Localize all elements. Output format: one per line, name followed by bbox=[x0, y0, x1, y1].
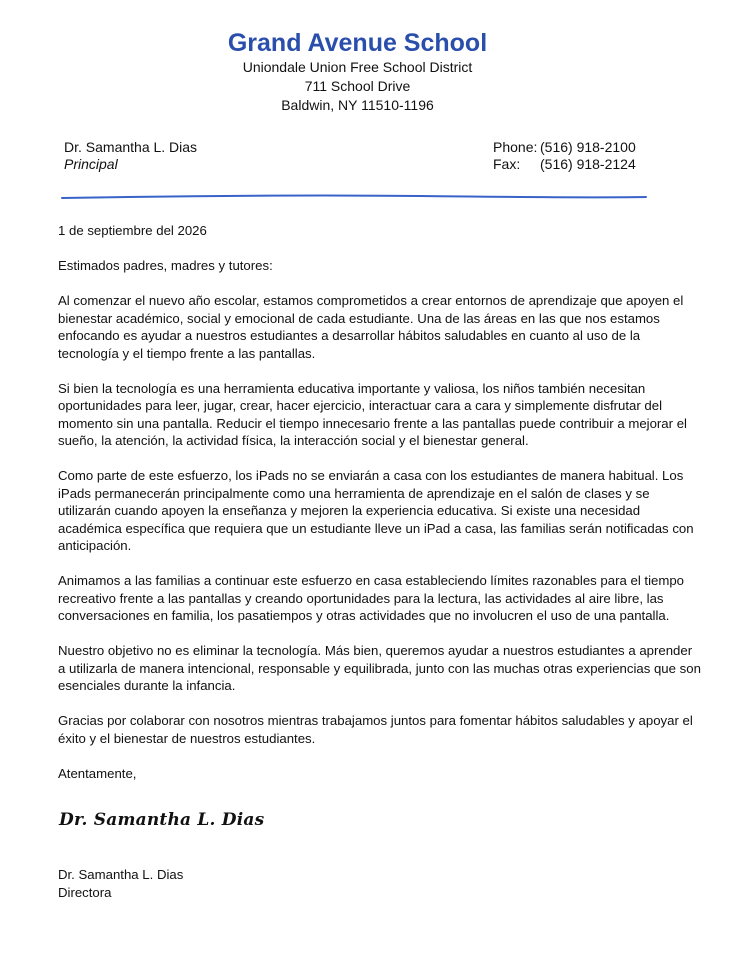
paragraph-thanks: Gracias por colaborar con nosotros mientras trabajamos juntos para fomentar hábitos saludables y apoyar el éxito y el bienestar de nuestros estudiantes. bbox=[58, 713, 693, 746]
letterhead bbox=[0, 28, 715, 115]
district-name: Uniondale Union Free School District bbox=[242, 59, 473, 75]
paragraph-objective: Nuestro objetivo no es eliminar la tecnología. Más bien, queremos ayudar a nuestros estudiantes a aprender a utilizarla de manera intencional, responsable y equilibrada, junto con las muchas otras experiencias que son esenciales durante la infancia. bbox=[58, 643, 701, 693]
fax-row bbox=[493, 156, 636, 173]
paragraph-technology: Si bien la tecnología es una herramienta educativa importante y valiosa, los niños también necesitan oportunidades para leer, jugar, crear, hacer ejercicio, interactuar cara a cara y simplemente disfrutar del momento sin una pantalla. Reducir el tiempo innecesario frente a las pantallas puede contribuir a mejorar el sueño, la atención, la actividad física, la interacción social y el bienestar general. bbox=[58, 380, 687, 448]
paragraph-intro: Al comenzar el nuevo año escolar, estamos comprometidos a crear entornos de aprendizaje que apoyen el bienestar académico, social y emocional de cada estudiante. Una de las áreas en las que nos estamos enfocando es ayudar a nuestros estudiantes a desarrollar hábitos saludables en cuanto al uso de la tecnología y el tiempo frente a las pantallas. bbox=[58, 293, 684, 361]
letter-body bbox=[58, 222, 702, 800]
paragraph-families: Animamos a las familias a continuar este esfuerzo en casa estableciendo límites razonables para el tiempo recreativo frente a las pantallas y creando oportunidades para la lectura, las actividades al aire libre, las conversaciones en familia, los pasatiempos y otras actividades que no involucren el uso de una pantalla. bbox=[58, 573, 685, 623]
street-address: 711 School Drive bbox=[304, 78, 411, 94]
closing: Atentamente, bbox=[58, 765, 137, 781]
header-divider bbox=[60, 192, 648, 202]
phone-label: Phone: bbox=[493, 139, 538, 155]
salutation: Estimados padres, madres y tutores: bbox=[58, 258, 273, 273]
paragraph-ipads: Como parte de este esfuerzo, los iPads no se enviarán a casa con los estudiantes de manera habitual. Los iPads permanecerán principalmente como una herramienta de aprendizaje en el salón de clases y se utilizarán cuando apoyen la enseñanza y mejoren la experiencia educativa. Si existe una necesidad académica específica que requiera que un estudiante lleve un iPad a casa, las familias serán notificadas con anticipación. bbox=[58, 468, 694, 553]
principal-block bbox=[64, 139, 197, 173]
signer-title: Directora bbox=[58, 885, 112, 900]
handwritten-signature: Dr. Samantha L. Dias bbox=[59, 810, 265, 830]
contact-numbers bbox=[493, 139, 636, 173]
fax-label: Fax: bbox=[493, 156, 521, 172]
phone-number: (516) 918-2100 bbox=[540, 139, 636, 155]
school-name: Grand Avenue School bbox=[227, 29, 488, 57]
letter-date: 1 de septiembre del 2026 bbox=[58, 223, 207, 238]
fax-number: (516) 918-2124 bbox=[540, 156, 636, 172]
principal-name: Dr. Samantha L. Dias bbox=[64, 139, 198, 155]
signer-block bbox=[58, 866, 183, 902]
signer-name: Dr. Samantha L. Dias bbox=[58, 867, 184, 882]
principal-title: Principal bbox=[64, 156, 118, 172]
city-state-zip: Baldwin, NY 11510-1196 bbox=[281, 97, 434, 113]
phone-row bbox=[493, 139, 636, 156]
